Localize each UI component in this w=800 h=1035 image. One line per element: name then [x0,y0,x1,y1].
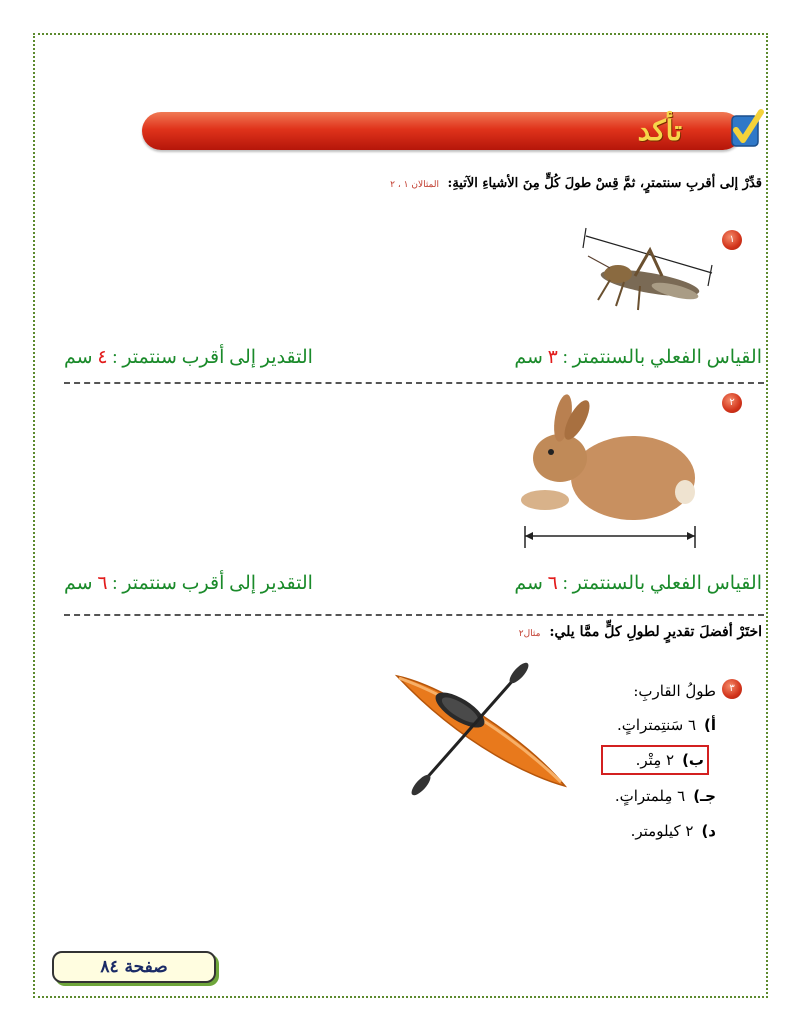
q2-estimate-value: ٦ [97,573,108,594]
checkmark-icon [728,110,764,150]
q2-actual-value: ٦ [547,573,558,594]
page-number-box [52,951,216,983]
rabbit-image [515,390,705,550]
q1-estimate-value: ٤ [97,347,108,368]
question-number-badge: ١ [722,230,742,250]
section3-ref: مثال٢ [518,629,541,639]
instruction-ref: المثالان ١ ، ٢ [390,180,439,190]
page-number: ٨٤ [100,957,119,977]
q1-estimate: التقدير إلى أقرب سنتمتر : ٤ سم [64,347,313,368]
option-b: ب)٢ مِتْر. [635,751,704,769]
section3-title: اختَرْ أفضلَ تقديرٍ لطولِ كلٍّ ممَّا يلي: مثال٢ [518,624,762,640]
question-number-badge: ٢ [722,393,742,413]
banner-title: تأكد [637,114,682,147]
divider [64,614,764,616]
divider [64,382,764,384]
instruction-text [390,176,762,191]
instruction-main: قدِّرْ إلى أقربِ سنتمترٍ، ثمَّ قِسْ طولَ كُلٍّ مِنَ الأشياءِ الآتيةِ: [447,176,762,191]
question-text: طولُ القاربِ: [633,682,716,700]
page-label: صفحة [124,957,168,977]
section-banner [142,112,742,150]
option-a: أ)٦ سَنتِمتراتٍ. [617,716,716,734]
selected-answer-box [601,745,709,775]
grasshopper-image [580,228,715,313]
q2-estimate: التقدير إلى أقرب سنتمتر : ٦ سم [64,573,313,594]
q2-actual-measure: القياس الفعلي بالسنتمتر : ٦ سم [514,573,762,594]
q1-actual-value: ٣ [547,347,558,368]
option-d: د)٢ كيلومتر. [630,822,716,840]
option-c: جـ)٦ مِلمتراتٍ. [614,787,716,805]
question-number-badge: ٣ [722,679,742,699]
q1-actual-measure: القياس الفعلي بالسنتمتر : ٣ سم [514,347,762,368]
kayak-image [385,668,575,798]
